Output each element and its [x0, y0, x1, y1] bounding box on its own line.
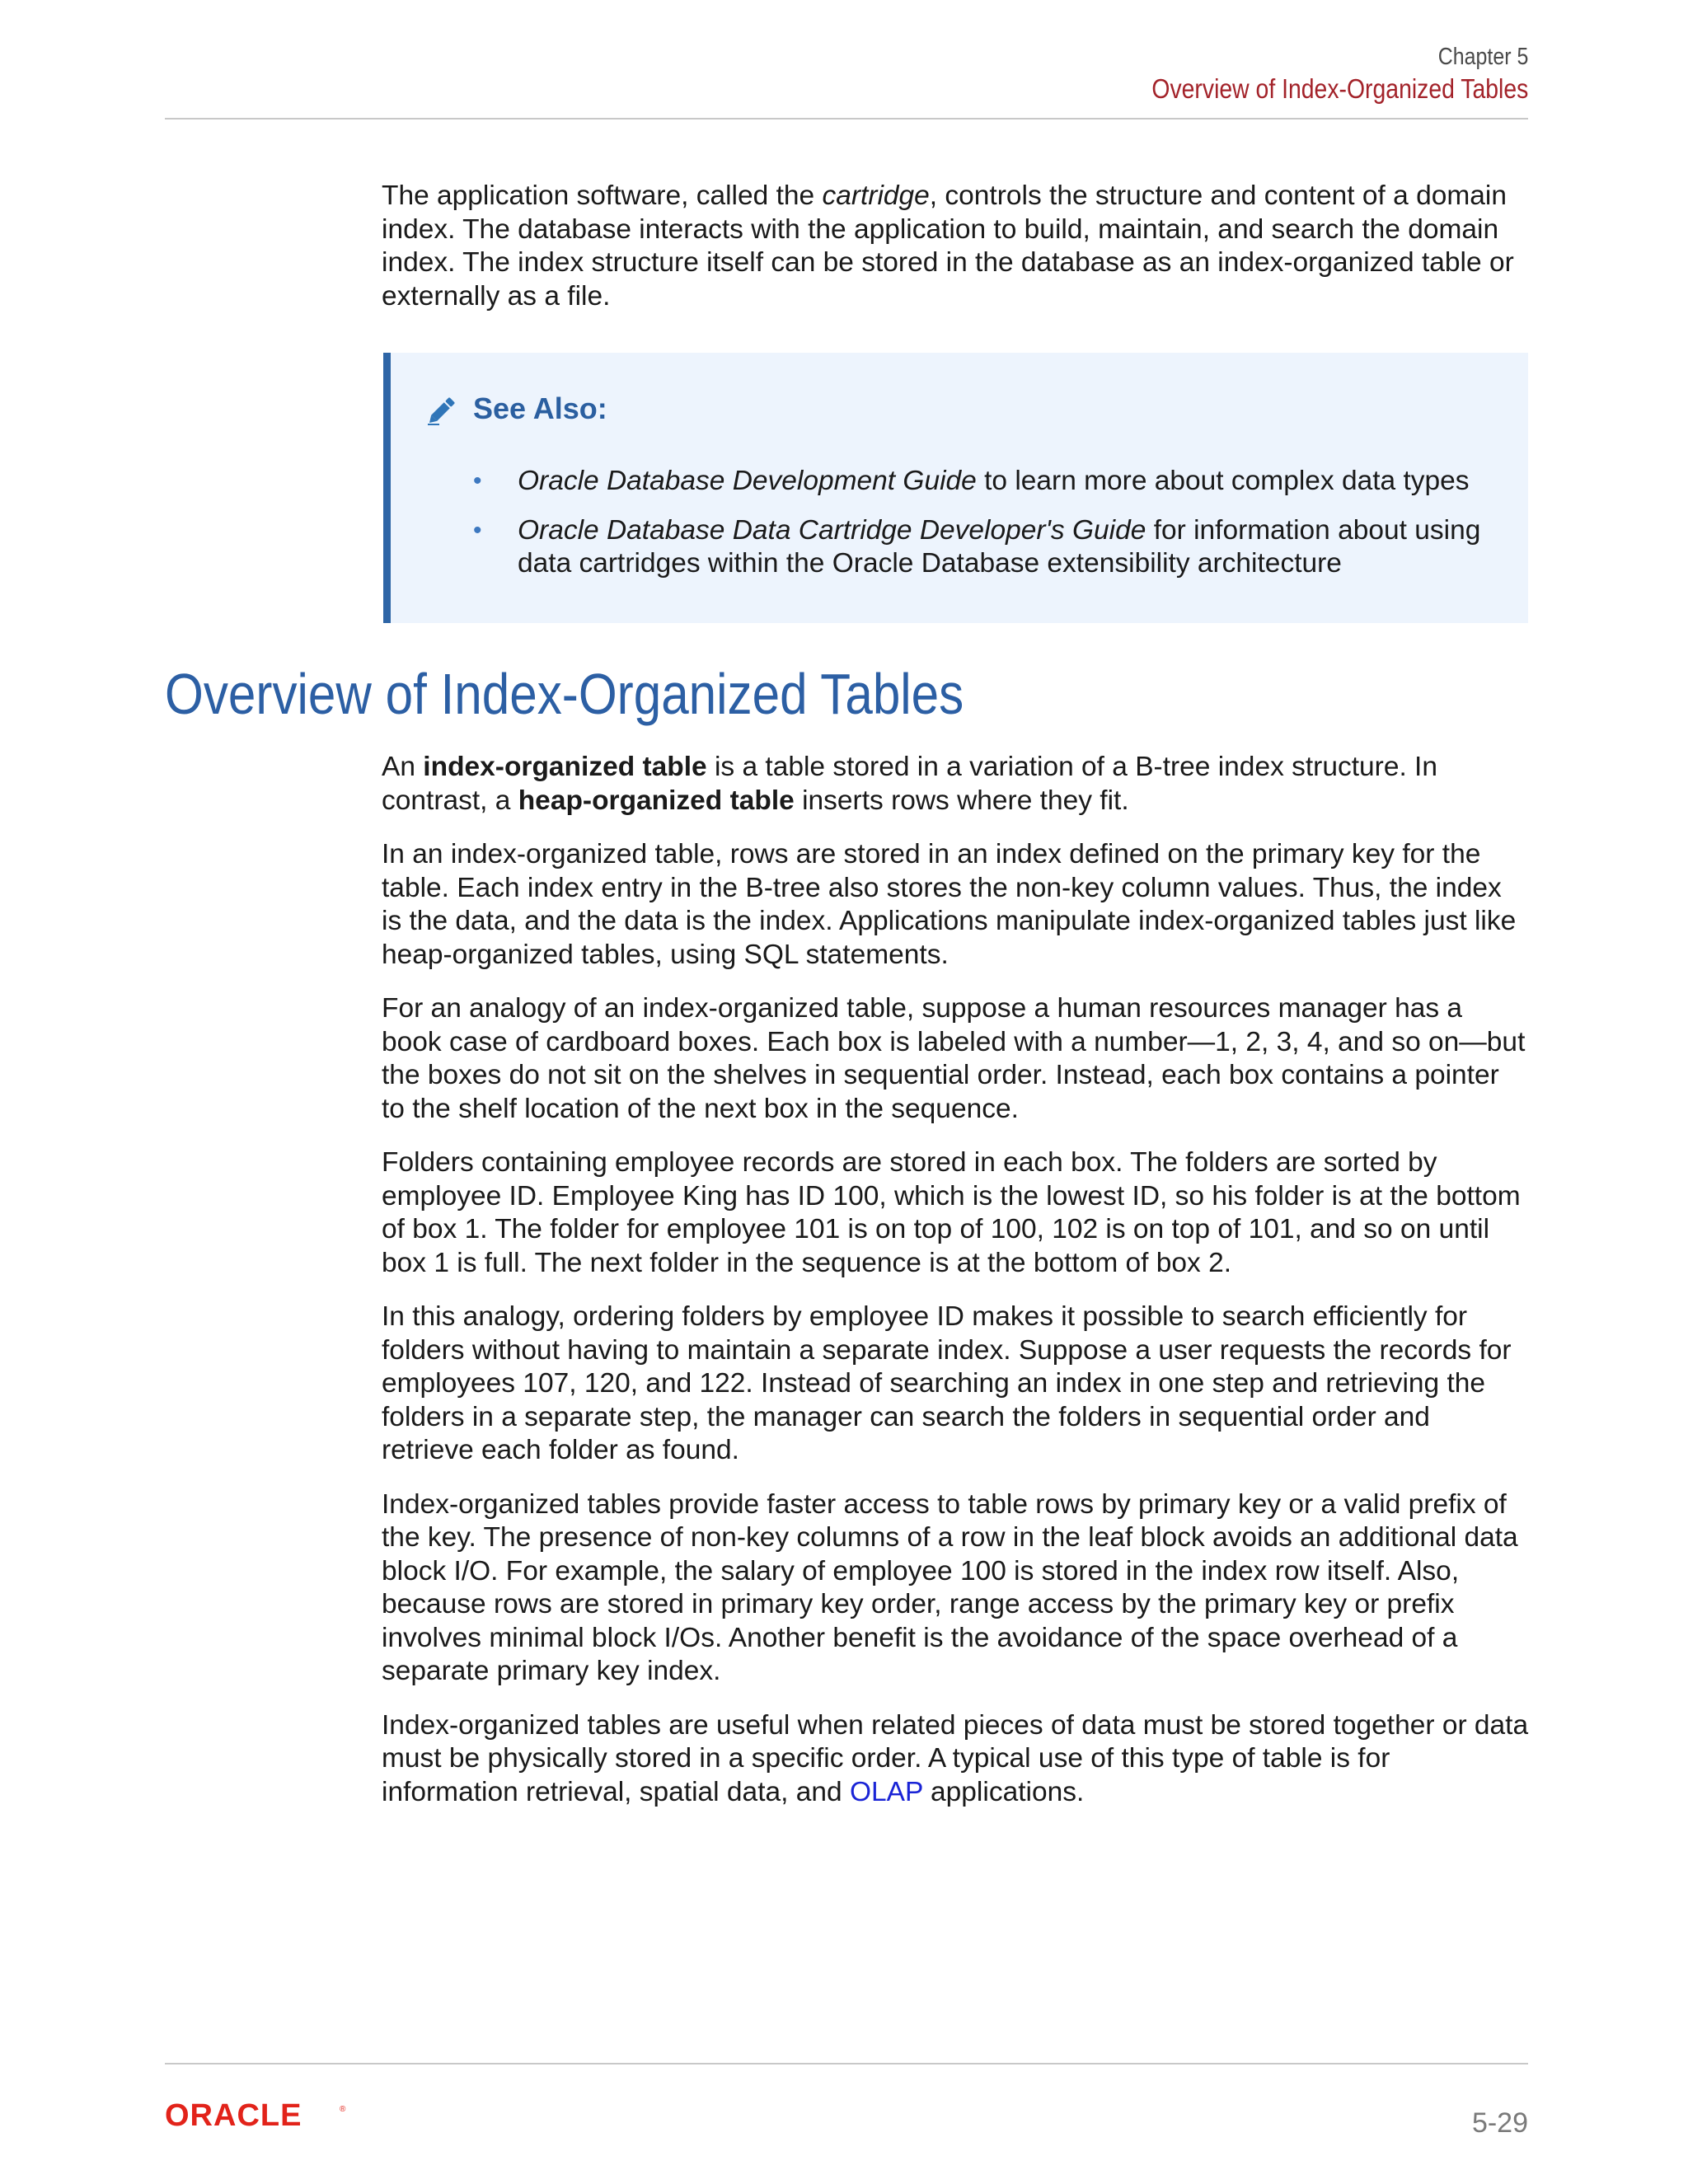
paragraph: Folders containing employee records are stored in each box. The folders are sorted by employee ID. Employee King has ID 100, which is the lowest ID, so his folder is at the bottom of box 1. The folder for employee 101 is on top of 100, 102 is on top of 101, and so on until box 1 is full. The next folder in the sequence is at the bottom of box 2. [382, 1147, 1521, 1278]
heap-organized-table-term: heap-organized table [518, 785, 795, 816]
paragraph: For an analogy of an index-organized table, suppose a human resources manager has a book case of cardboard boxes. Each box is labeled with a number—1, 2, 3, 4, and so on—but the boxes do not sit on the shelves in sequential order. Instead, each box contains a pointer to the shelf location of the next box in the sequence. [382, 993, 1526, 1124]
guide-title-link[interactable]: Oracle Database Development Guide [518, 466, 977, 496]
paragraph: An index-organized table is a table stored in a variation of a B-tree index structure. In contrast, a heap-organized table inserts rows where they fit. [382, 752, 1437, 816]
see-also-callout [383, 353, 1528, 623]
svg-text:®: ® [340, 2105, 346, 2114]
section-body [382, 751, 1529, 1830]
see-also-list [473, 465, 1495, 597]
oracle-logo [165, 2102, 354, 2134]
header-divider [165, 118, 1528, 120]
olap-link[interactable]: OLAP [849, 1776, 923, 1807]
footer-divider [165, 2063, 1528, 2064]
see-also-title: See Also: [473, 391, 607, 425]
oracle-logo-text: ORACLE [165, 2102, 302, 2130]
chapter-label: Chapter 5 [1437, 44, 1528, 70]
paragraph: Index-organized tables are useful when related pieces of data must be stored together or data must be physically stored in a specific order. A typical use of this type of table is for information retrieval, spatial data, and OLAP applications. [382, 1709, 1529, 1807]
pencil-icon [425, 391, 462, 427]
page-number: 5-29 [1471, 2107, 1528, 2139]
intro-paragraph: The application software, called the cartridge, controls the structure and content of a domain index. The database interacts with the application to build, maintain, and search the domain index. The index structure itself can be stored in the database as an index-organized table or externally as a file. [382, 180, 1514, 312]
section-label: Overview of Index-Organized Tables [1151, 73, 1528, 104]
see-also-heading [425, 391, 607, 427]
running-header [1090, 41, 1528, 105]
index-organized-table-term: index-organized table [423, 752, 707, 782]
paragraph: Index-organized tables provide faster access to table rows by primary key or a valid prefix of the key. The presence of non-key columns of a row in the leaf block avoids an additional data block I/O. For example, the salary of employee 100 is stored in the index row itself. Also, because rows are stored in primary key order, range access by the primary key or prefix involves minimal block I/Os. Another benefit is the avoidance of the space overhead of a separate primary key index. [382, 1488, 1518, 1686]
paragraph: In this analogy, ordering folders by employee ID makes it possible to search efficiently for folders without having to maintain a separate index. Suppose a user requests the records for employees 107, 120, and 122. Instead of searching an index in one step and retrieving the folders in a separate step, the manager can search the folders in sequential order and retrieve each folder as found. [382, 1301, 1512, 1465]
paragraph: In an index-organized table, rows are stored in an index defined on the primary key for the table. Each index entry in the B-tree also stores the non-key column values. Thus, the index is the data, and the data is the index. Applications manipulate index-organized tables just like heap-organized tables, using SQL statements. [382, 839, 1517, 970]
guide-title-link[interactable]: Oracle Database Data Cartridge Developer's Guide [518, 514, 1146, 546]
cartridge-term: cartridge [822, 180, 930, 211]
list-item: • Oracle Database Development Guide to learn more about complex data types [473, 465, 1495, 499]
bullet-icon: • [473, 516, 482, 544]
list-item: • Oracle Database Data Cartridge Developer's Guide for information about using data cartridges within the Oracle Database extensibility architecture [473, 514, 1481, 579]
section-heading: Overview of Index-Organized Tables [165, 662, 964, 726]
bullet-icon: • [473, 467, 482, 494]
